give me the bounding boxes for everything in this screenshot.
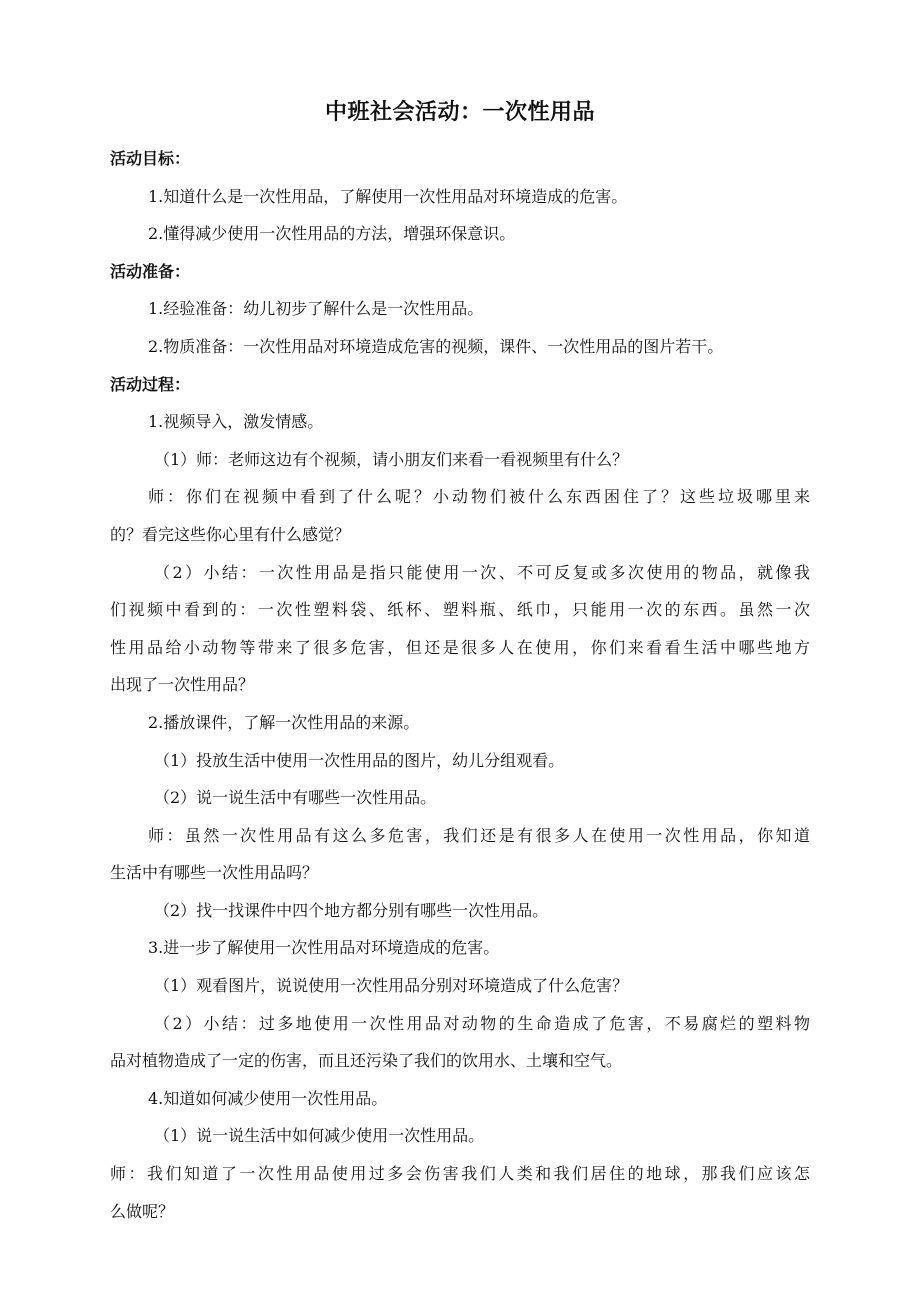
process-line: （1）说一说生活中如何减少使用一次性用品。 [154, 1126, 485, 1146]
process-line: 的？看完这些你心里有什么感觉？ [110, 524, 351, 544]
process-line: （1）投放生活中使用一次性用品的图片，幼儿分组观看。 [154, 750, 565, 770]
process-line: （2）说一说生活中有哪些一次性用品。 [154, 788, 437, 808]
process-line: 们视频中看到的：一次性塑料袋、纸杯、塑料瓶、纸巾，只能用一次的东西。虽然一次 [110, 600, 810, 620]
process-line: （2）小结：一次性用品是指只能使用一次、不可反复或多次使用的物品，就像我 [154, 562, 810, 582]
process-line: 师：我们知道了一次性用品使用过多会伤害我们人类和我们居住的地球，那我们应该怎 [110, 1164, 810, 1184]
goal-item: 2.懂得减少使用一次性用品的方法，增强环保意识。 [148, 224, 516, 244]
process-line: 性用品给小动物等带来了很多危害，但还是很多人在使用，你们来看看生活中哪些地方 [110, 637, 810, 657]
process-line: 师：你们在视频中看到了什么呢？小动物们被什么东西困住了？这些垃圾哪里来 [148, 487, 810, 507]
document-title: 中班社会活动：一次性用品 [324, 100, 595, 125]
process-line: 师：虽然一次性用品有这么多危害，我们还是有很多人在使用一次性用品，你知道 [148, 825, 810, 845]
section-heading-preparation: 活动准备： [110, 261, 191, 281]
preparation-item: 2.物质准备：一次性用品对环境造成危害的视频，课件、一次性用品的图片若干。 [148, 336, 724, 356]
process-line: （1）师：老师这边有个视频，请小朋友们来看一看视频里有什么？ [154, 449, 629, 469]
process-line: 3.进一步了解使用一次性用品对环境造成的危害。 [148, 938, 500, 958]
process-line: 2.播放课件，了解一次性用品的来源。 [148, 712, 420, 732]
process-line: 么做呢？ [110, 1201, 175, 1221]
process-line: （2）找一找课件中四个地方都分别有哪些一次性用品。 [154, 900, 549, 920]
process-line: 品对植物造成了一定的伤害，而且还污染了我们的饮用水、土壤和空气。 [110, 1051, 623, 1071]
section-heading-goals: 活动目标： [110, 149, 191, 168]
process-line: 1.视频导入，激发情感。 [148, 412, 324, 432]
process-line: （1）观看图片，说说使用一次性用品分别对环境造成了什么危害？ [154, 976, 629, 996]
document-body [110, 140, 810, 1230]
preparation-item: 1.经验准备：幼儿初步了解什么是一次性用品。 [148, 299, 484, 319]
process-line: 生活中有哪些一次性用品吗？ [110, 863, 319, 883]
goal-item: 1.知道什么是一次性用品，了解使用一次性用品对环境造成的危害。 [148, 186, 628, 206]
process-line: 4.知道如何减少使用一次性用品。 [148, 1088, 388, 1108]
process-line: （2）小结：过多地使用一次性用品对动物的生命造成了危害，不易腐烂的塑料物 [154, 1013, 810, 1033]
section-heading-process: 活动过程： [110, 374, 191, 394]
process-line: 出现了一次性用品？ [110, 675, 255, 695]
